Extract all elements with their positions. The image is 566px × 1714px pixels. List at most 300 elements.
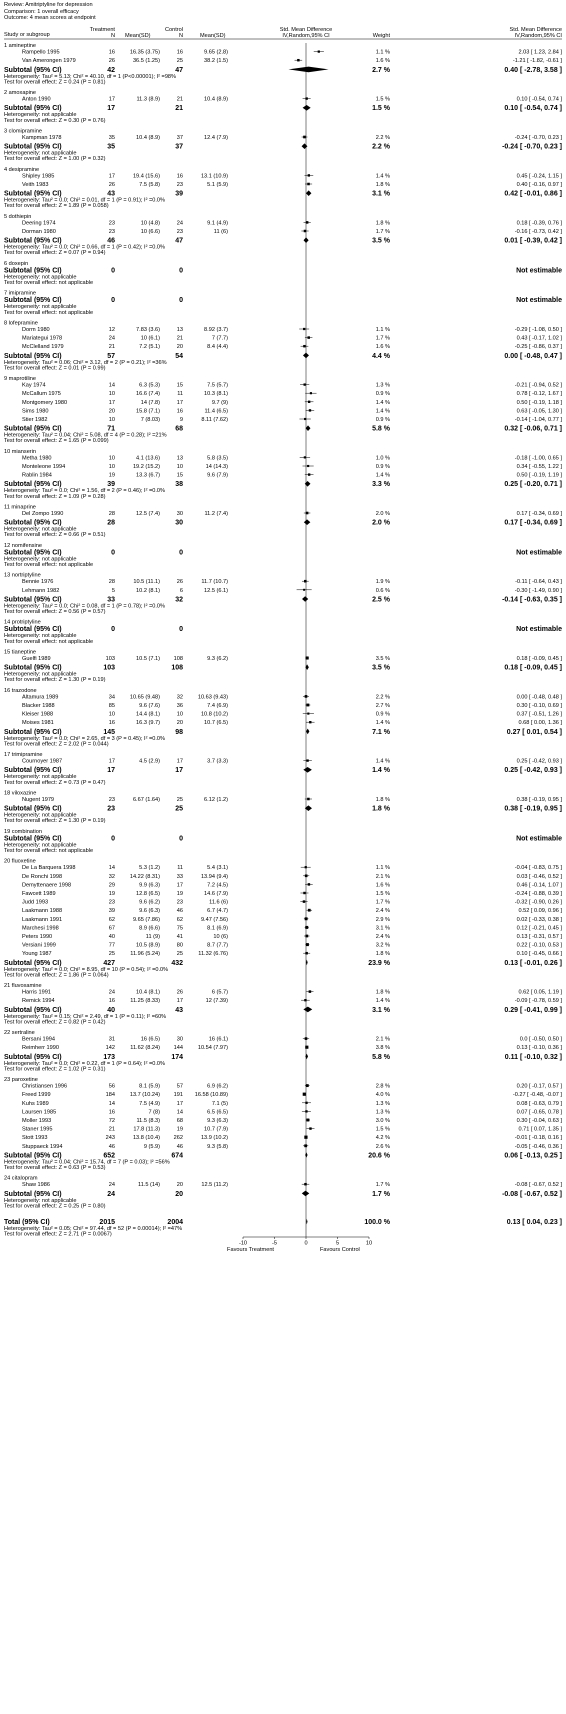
point-estimate [309, 990, 312, 993]
total-weight: 100.0 % [364, 1219, 390, 1226]
control-mean-sd: 10 (6) [213, 934, 228, 940]
group-title: 10 mianserin [4, 448, 37, 455]
study-name: Metha 1980 [22, 455, 52, 462]
study-name: Lehmann 1982 [22, 587, 60, 594]
treatment-n: 21 [108, 1126, 115, 1133]
control-n: 57 [176, 1083, 183, 1090]
heterogeneity-text: Heterogeneity: not applicable [4, 150, 77, 157]
study-name: Reimherr 1990 [22, 1045, 59, 1052]
study-name: Stuppaeck 1994 [22, 1143, 63, 1150]
subtotal-weight: 1.4 % [372, 767, 390, 775]
subtotal-label: Subtotal (95% CI) [4, 143, 62, 151]
study-ci: -1.21 [ -1.82, -0.61 ] [512, 58, 562, 65]
control-n: 68 [176, 1118, 183, 1124]
study-ci: 0.13 [ -0.10, 0.36 ] [516, 1045, 562, 1052]
control-mean-sd: 12 (7.39) [205, 998, 228, 1005]
point-estimate [303, 589, 305, 591]
subtotal-diamond [302, 1191, 309, 1197]
study-ci: 0.71 [ 0.07, 1.35 ] [518, 1126, 562, 1133]
study-ci: 0.02 [ -0.33, 0.38 ] [516, 916, 562, 923]
treatment-mean-sd: 6.67 (1.64) [132, 797, 160, 803]
point-estimate [305, 926, 308, 929]
study-weight: 2.0 % [375, 511, 390, 517]
treatment-mean-sd: 11.5 (14) [138, 1182, 160, 1189]
treatment-mean-sd: 10.4 (8.1) [136, 989, 160, 996]
study-name: Laakmann 1991 [22, 916, 63, 923]
treatment-mean-sd: 8.9 (6.6) [139, 925, 160, 932]
treatment-mean-sd: 7.5 (4.9) [139, 1100, 160, 1107]
point-estimate [304, 1144, 307, 1147]
study-name: Guelfi 1989 [22, 656, 51, 662]
heterogeneity-text: Heterogeneity: not applicable [4, 274, 77, 281]
subtotal-diamond [304, 519, 310, 525]
group-title: 9 maprotiline [4, 376, 37, 382]
subtotal-ci: 0.18 [ -0.09, 0.45 ] [504, 664, 562, 672]
group-title: 11 minaprine [4, 504, 36, 511]
point-estimate [305, 1046, 308, 1049]
control-mean-sd: 10.8 (10.2) [200, 711, 228, 718]
group-title: 2 amoxapine [4, 90, 37, 96]
control-mean-sd: 5.8 (3.5) [207, 455, 228, 462]
treatment-n: 31 [108, 1036, 115, 1043]
tick-label: 10 [365, 1240, 373, 1247]
heterogeneity-text: Heterogeneity: not applicable [4, 1197, 77, 1204]
group-title: 16 trazodone [4, 687, 37, 694]
tick-label: 5 [335, 1240, 340, 1247]
subtotal-treatment-n: 40 [107, 1006, 115, 1014]
study-weight: 1.4 % [375, 408, 390, 415]
subtotal-weight: 7.1 % [372, 728, 390, 736]
control-n: 25 [176, 951, 183, 958]
control-mean-sd: 8.7 (7.7) [207, 942, 228, 949]
study-ci: 0.12 [ -0.21, 0.45 ] [516, 925, 562, 932]
subtotal-treatment-n: 652 [103, 1152, 115, 1160]
treatment-n: 21 [108, 344, 115, 351]
subtotal-weight: 3.1 % [372, 1006, 390, 1014]
treatment-mean-sd: 16 (6.5) [140, 1036, 160, 1043]
subtotal-treatment-n: 43 [107, 190, 115, 198]
treatment-n: 72 [108, 1118, 115, 1124]
total-label: Total (95% CI) [4, 1219, 50, 1226]
control-n: 75 [176, 925, 183, 932]
treatment-n: 12 [108, 327, 115, 333]
subtotal-treatment-n: 23 [107, 805, 115, 813]
treatment-mean-sd: 10.5 (7.1) [136, 656, 160, 662]
treatment-mean-sd: 6.3 (5.3) [139, 382, 160, 389]
control-n: 10 [176, 464, 183, 470]
subtotal-label: Subtotal (95% CI) [4, 835, 62, 843]
study-ci: 0.40 [ -0.16, 0.97 ] [516, 182, 562, 188]
treatment-mean-sd: 13.8 (10.4) [132, 1135, 160, 1142]
control-mean-sd: 11 (6) [213, 229, 228, 235]
group-title: 21 fluvoxamine [4, 983, 42, 989]
subtotal-weight: 3.1 % [372, 190, 390, 198]
subtotal-label: Subtotal (95% CI) [4, 425, 62, 433]
study-weight: 0.9 % [375, 711, 390, 718]
control-n: 25 [176, 797, 183, 803]
study-name: Moller 1993 [22, 1118, 52, 1124]
control-mean-sd: 9.3 (5.8) [207, 1143, 228, 1150]
subtotal-treatment-n: 57 [107, 352, 115, 360]
treatment-n: 142 [105, 1045, 115, 1052]
study-ci: 0.46 [ -0.14, 1.07 ] [516, 882, 562, 889]
study-weight: 1.4 % [375, 173, 390, 180]
subtotal-label: Subtotal (95% CI) [4, 1152, 62, 1160]
subtotal-control-n: 108 [171, 664, 183, 672]
group-title: 5 dothiepin [4, 213, 32, 220]
subtotal-weight: 5.8 % [372, 1053, 390, 1061]
study-weight: 0.9 % [375, 391, 390, 398]
subtotal-control-n: 47 [175, 66, 183, 74]
study-name: Marchesi 1998 [22, 925, 59, 932]
study-name: Demyttenaere 1998 [22, 882, 72, 889]
study-name: Young 1987 [22, 951, 52, 958]
comparison-line: Comparison: 1 overall efficacy [4, 8, 79, 15]
point-estimate [318, 50, 320, 52]
control-n: 21 [176, 335, 183, 342]
study-weight: 1.5 % [375, 891, 390, 897]
tick-label: 0 [304, 1240, 308, 1247]
subtotal-ci: 0.29 [ -0.41, 0.99 ] [504, 1006, 562, 1014]
study-name: De Ronchi 1998 [22, 873, 63, 880]
study-ci: 0.50 [ -0.19, 1.18 ] [516, 399, 562, 406]
subtotal-control-n: 37 [175, 143, 183, 151]
treatment-mean-sd: 10 (4.8) [140, 220, 160, 227]
study-ci: 0.20 [ -0.17, 0.57 ] [516, 1083, 562, 1090]
treatment-n: 62 [108, 916, 115, 923]
study-weight: 2.1 % [375, 1036, 390, 1043]
treatment-n: 10 [108, 391, 115, 398]
point-estimate [308, 473, 310, 475]
control-n: 23 [176, 182, 183, 188]
treatment-mean-sd: 10.2 (8.1) [136, 587, 160, 594]
overall-effect-text: Test for overall effect: Z = 0.30 (P = 0.76) [4, 117, 106, 124]
study-weight: 1.1 % [375, 865, 390, 872]
point-estimate [303, 136, 306, 139]
control-mean-sd: 8.4 (4.4) [207, 344, 228, 351]
subtotal-label: Subtotal (95% CI) [4, 626, 62, 634]
subtotal-label: Subtotal (95% CI) [4, 549, 62, 557]
overall-effect-text: Test for overall effect: Z = 1.00 (P = 0.32) [4, 156, 106, 163]
study-ci: -0.30 [ -1.49, 0.90 ] [514, 587, 562, 594]
subtotal-control-n: 0 [179, 549, 183, 557]
study-ci: -0.27 [ -0.48, -0.07 ] [512, 1092, 562, 1099]
heterogeneity-text: Heterogeneity: not applicable [4, 671, 77, 678]
treatment-mean-sd: 7 (8) [148, 1109, 160, 1116]
subtotal-control-n: 43 [175, 1006, 183, 1014]
control-mean-sd: 16.58 (10.89) [194, 1092, 228, 1099]
treatment-n: 23 [108, 220, 115, 227]
subtotal-control-n: 432 [171, 959, 183, 967]
control-mean-sd: 10.63 (9.43) [197, 694, 228, 701]
control-n: 46 [176, 908, 183, 915]
study-name: Staner 1995 [22, 1126, 53, 1133]
control-n: 41 [176, 934, 183, 940]
control-n: 17 [176, 399, 183, 406]
control-mean-sd: 7.5 (5.7) [207, 382, 228, 389]
group-title: 3 clomipramine [4, 128, 42, 135]
study-ci: -0.29 [ -1.08, 0.50 ] [514, 327, 562, 333]
treatment-mean-sd: 4.1 (13.6) [136, 455, 160, 462]
study-weight: 3.2 % [375, 942, 390, 949]
treatment-n: 46 [108, 1143, 115, 1150]
total-heterogeneity-text: Heterogeneity: Tau² = 0.05; Chi² = 97.44, df = 52 (P = 0.00014); I² =47% [4, 1226, 183, 1232]
study-name: Kampman 1978 [22, 135, 62, 141]
treatment-mean-sd: 10.4 (8.9) [136, 135, 160, 141]
study-ci: 0.08 [ -0.63, 0.79 ] [516, 1100, 562, 1107]
study-ci: 0.00 [ -0.48, 0.48 ] [516, 694, 562, 701]
treatment-n: 19 [108, 472, 115, 479]
subtotal-control-n: 98 [175, 728, 183, 736]
subtotal-ci: 0.10 [ -0.54, 0.74 ] [504, 105, 562, 113]
study-weight: 0.9 % [375, 464, 390, 470]
treatment-mean-sd: 7.2 (5.1) [139, 344, 160, 351]
col-treatment-n: N [110, 33, 115, 39]
subtotal-ci: -0.08 [ -0.67, 0.52 ] [502, 1190, 562, 1198]
treatment-n: 77 [108, 942, 115, 949]
subtotal-treatment-n: 0 [111, 626, 115, 634]
point-estimate [306, 704, 309, 707]
control-n: 6 [179, 587, 183, 594]
point-estimate [307, 798, 310, 801]
subtotal-treatment-n: 46 [107, 237, 115, 245]
study-weight: 1.9 % [375, 579, 390, 586]
subtotal-diamond [303, 1007, 312, 1013]
treatment-n: 40 [108, 934, 115, 940]
treatment-mean-sd: 19.4 (15.6) [132, 173, 160, 180]
subtotal-ci: 0.32 [ -0.06, 0.71 ] [504, 425, 562, 433]
heterogeneity-text: Heterogeneity: Tau² = 0.0; Chi² = 2.65, df = 3 (P = 0.45); I² =0.0% [4, 735, 166, 742]
study-weight: 1.4 % [375, 720, 390, 727]
study-weight: 1.1 % [375, 49, 390, 56]
control-mean-sd: 8.1 (6.9) [207, 925, 228, 932]
control-n: 80 [176, 942, 183, 949]
treatment-mean-sd: 17.8 (11.3) [133, 1126, 160, 1133]
study-name: Blacker 1988 [22, 703, 55, 709]
study-weight: 1.6 % [375, 58, 390, 65]
control-mean-sd: 10.54 (7.97) [197, 1045, 228, 1052]
treatment-mean-sd: 7.83 (3.6) [136, 327, 160, 333]
subtotal-diamond [302, 596, 308, 602]
point-estimate [303, 345, 305, 347]
overall-effect-text: Test for overall effect: Z = 1.89 (P = 0.058) [4, 203, 109, 210]
heterogeneity-text: Heterogeneity: Tau² = 0.0; Chi² = 8.95, df = 10 (P = 0.54); I² =0.0% [4, 966, 169, 973]
treatment-n: 56 [108, 1083, 115, 1090]
control-mean-sd: 12.4 (7.9) [204, 135, 228, 141]
favours-control-label: Favours Control [320, 1247, 360, 1253]
point-estimate [309, 721, 311, 723]
point-estimate [308, 909, 311, 912]
study-name: Bennie 1976 [22, 579, 54, 586]
control-mean-sd: 10.7 (7.9) [204, 1126, 228, 1133]
control-n: 17 [176, 758, 183, 765]
control-mean-sd: 12.5 (6.1) [204, 587, 228, 594]
study-weight: 1.8 % [375, 989, 390, 996]
subtotal-label: Subtotal (95% CI) [4, 664, 62, 672]
control-n: 46 [176, 1143, 183, 1150]
subtotal-label: Subtotal (95% CI) [4, 805, 62, 813]
point-estimate [309, 409, 311, 411]
treatment-n: 24 [108, 1182, 115, 1189]
treatment-n: 17 [108, 173, 115, 180]
heterogeneity-text: Heterogeneity: not applicable [4, 556, 77, 563]
study-weight: 1.7 % [375, 899, 390, 906]
subtotal-label: Subtotal (95% CI) [4, 596, 62, 604]
study-weight: 2.7 % [375, 703, 390, 709]
treatment-n: 34 [108, 694, 115, 701]
treatment-n: 16 [108, 998, 115, 1005]
point-estimate [307, 183, 310, 186]
subtotal-treatment-n: 173 [103, 1053, 115, 1061]
control-mean-sd: 7.1 (5) [211, 1100, 228, 1107]
study-name: Anton 1990 [22, 96, 51, 103]
study-ci: -0.04 [ -0.83, 0.75 ] [514, 865, 562, 872]
treatment-n: 184 [105, 1092, 115, 1099]
control-mean-sd: 14.6 (7.9) [204, 891, 228, 897]
study-name: Sims 1980 [22, 408, 49, 415]
favours-treatment-label: Favours Treatment [227, 1247, 274, 1253]
group-title: 18 viloxazine [4, 790, 37, 797]
study-name: Judd 1993 [22, 899, 49, 906]
tick-label: -10 [238, 1240, 248, 1247]
subtotal-treatment-n: 0 [111, 297, 115, 305]
study-name: Shipley 1985 [22, 173, 55, 180]
treatment-n: 39 [108, 908, 115, 915]
subtotal-label: Subtotal (95% CI) [4, 728, 62, 736]
review-line: Review: Amitriptyline for depression [4, 2, 93, 8]
study-ci: 0.45 [ -0.24, 1.15 ] [516, 173, 562, 180]
control-n: 33 [176, 873, 183, 880]
control-mean-sd: 9.6 (7.9) [207, 472, 228, 479]
treatment-mean-sd: 9.9 (6.3) [139, 882, 160, 889]
subtotal-diamond [306, 425, 311, 431]
subtotal-ci: Not estimable [516, 835, 562, 843]
treatment-mean-sd: 36.5 (1.25) [132, 58, 160, 65]
point-estimate [307, 713, 309, 715]
treatment-mean-sd: 15.8 (7.1) [136, 408, 160, 415]
treatment-mean-sd: 10.5 (8.9) [136, 942, 160, 949]
overall-effect-text: Test for overall effect: Z = 0.24 (P = 0.81) [4, 79, 106, 86]
study-name: McCallum 1975 [22, 391, 61, 398]
control-mean-sd: 7.2 (4.5) [207, 882, 228, 889]
subtotal-treatment-n: 28 [107, 519, 115, 527]
col-study: Study or subgroup [4, 32, 50, 38]
control-mean-sd: 6 (5.7) [211, 989, 228, 996]
group-title: 19 combination [4, 828, 42, 835]
control-n: 16 [176, 49, 183, 56]
control-mean-sd: 10.7 (6.5) [204, 720, 228, 727]
subtotal-ci: Not estimable [516, 549, 562, 557]
col-treatment: Treatment [89, 27, 115, 33]
group-title: 20 fluoxetine [4, 858, 36, 865]
treatment-n: 10 [108, 455, 115, 462]
group-title: 24 citalopram [4, 1175, 38, 1182]
study-weight: 1.4 % [375, 399, 390, 406]
control-n: 16 [176, 173, 183, 180]
study-weight: 2.4 % [375, 934, 390, 940]
study-ci: 0.18 [ -0.09, 0.45 ] [516, 656, 562, 662]
study-weight: 0.6 % [375, 587, 390, 594]
col-smd-method: IV,Random,95% CI [282, 33, 330, 39]
control-n: 23 [176, 229, 183, 235]
treatment-n: 26 [108, 182, 115, 188]
control-mean-sd: 11.6 (6) [209, 899, 228, 906]
control-n: 20 [176, 344, 183, 351]
study-ci: 0.52 [ 0.09, 0.96 ] [518, 908, 562, 915]
treatment-n: 19 [108, 891, 115, 897]
study-name: Del Zompo 1990 [22, 511, 64, 517]
subtotal-diamond [305, 481, 311, 487]
subtotal-label: Subtotal (95% CI) [4, 267, 62, 275]
subtotal-ci: 0.01 [ -0.39, 0.42 ] [504, 237, 562, 245]
study-ci: 0.50 [ -0.19, 1.19 ] [516, 472, 562, 479]
treatment-n: 23 [108, 797, 115, 803]
control-n: 37 [176, 135, 183, 141]
study-weight: 1.7 % [375, 229, 390, 235]
study-ci: -0.01 [ -0.18, 0.16 ] [514, 1135, 562, 1142]
subtotal-label: Subtotal (95% CI) [4, 1006, 62, 1014]
treatment-n: 24 [108, 335, 115, 342]
subtotal-ci: 0.27 [ 0.01, 0.54 ] [506, 728, 562, 736]
study-weight: 1.8 % [375, 220, 390, 227]
subtotal-control-n: 54 [175, 352, 183, 360]
heterogeneity-text: Heterogeneity: Tau² = 0.06; Chi² = 3.12, df = 2 (P = 0.21); I² =36% [4, 359, 167, 366]
point-estimate [304, 456, 306, 458]
treatment-mean-sd: 12.5 (7.4) [136, 511, 160, 517]
heterogeneity-text: Heterogeneity: Tau² = 0.15; Chi² = 2.49, df = 1 (P = 0.11); I² =60% [4, 1013, 167, 1020]
treatment-mean-sd: 14.22 (8.31) [129, 873, 160, 880]
control-n: 32 [176, 694, 183, 701]
point-estimate [307, 465, 309, 467]
study-name: Peters 1990 [22, 934, 53, 940]
study-weight: 2.4 % [375, 908, 390, 915]
control-n: 26 [176, 579, 183, 586]
study-name: Deering 1974 [22, 220, 56, 227]
study-name: Kuhs 1989 [22, 1100, 49, 1107]
treatment-mean-sd: 10.5 (11.1) [133, 579, 160, 586]
subtotal-control-n: 174 [171, 1053, 183, 1061]
control-mean-sd: 14 (14.3) [205, 464, 228, 470]
treatment-n: 24 [108, 989, 115, 996]
x-axis [227, 43, 372, 1253]
col-smd-right-method: IV,Random,95% CI [514, 33, 562, 39]
treatment-n: 29 [108, 882, 115, 889]
study-name: De La Barquera 1998 [22, 865, 76, 872]
subtotal-diamond [306, 190, 311, 196]
group-title: 8 lofepramine [4, 320, 38, 327]
control-n: 13 [176, 455, 183, 462]
study-weight: 0.9 % [375, 417, 390, 423]
study-ci: 0.30 [ -0.10, 0.69 ] [516, 703, 562, 709]
control-mean-sd: 8.92 (3.7) [204, 327, 228, 333]
study-weight: 1.3 % [375, 1100, 390, 1107]
treatment-n: 103 [105, 656, 115, 662]
subtotal-weight: 4.4 % [372, 352, 390, 360]
control-n: 20 [176, 1182, 183, 1189]
subtotal-weight: 2.0 % [372, 519, 390, 527]
control-mean-sd: 16 (6.1) [208, 1036, 228, 1043]
treatment-mean-sd: 10 (6.1) [140, 335, 160, 342]
point-estimate [303, 1093, 306, 1096]
point-estimate [297, 59, 299, 61]
study-ci: -0.32 [ -0.90, 0.26 ] [514, 899, 562, 906]
subtotal-diamond [303, 105, 311, 111]
treatment-mean-sd: 13.7 (10.24) [129, 1092, 160, 1099]
study-name: Veith 1983 [22, 182, 49, 188]
overall-effect-text: Test for overall effect: not applicable [4, 280, 94, 286]
control-n: 24 [176, 220, 183, 227]
control-mean-sd: 11.7 (10.7) [201, 579, 228, 586]
